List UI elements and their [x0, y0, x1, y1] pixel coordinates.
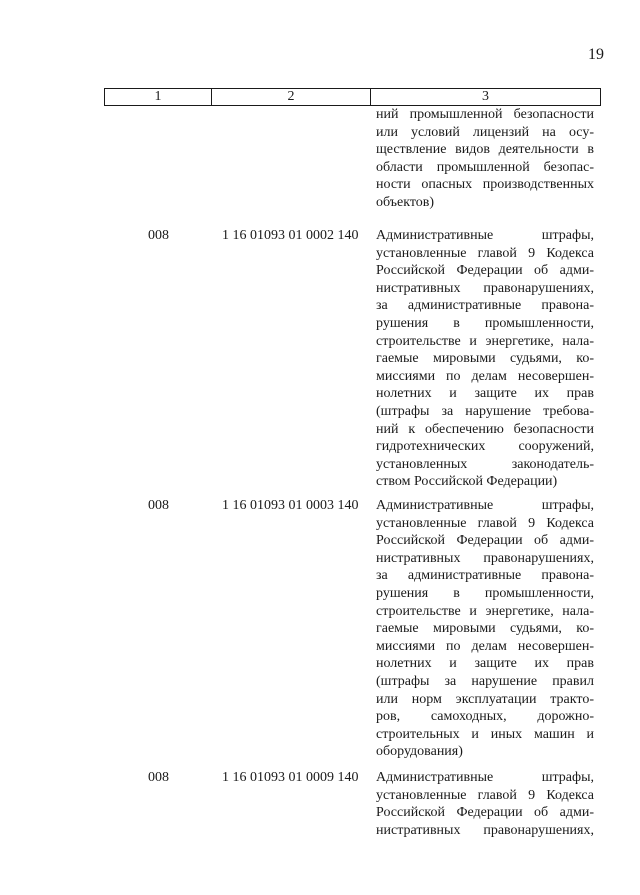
description-line: объектов) [376, 194, 435, 210]
description-line: рушения в промышленности, [376, 315, 594, 331]
row-description [376, 769, 594, 839]
description-line: ний промышленной безопасности [376, 107, 594, 122]
description-line: гаемые мировыми судьями, ко- [376, 621, 594, 637]
description-line: за административные правона- [376, 568, 594, 584]
description-line: строительстве и энергетике, нала- [376, 333, 594, 349]
description-line: нистративных правонарушениях, [376, 550, 594, 566]
description-line: установленных законодатель- [376, 456, 594, 472]
kbk-code: 1 16 01093 01 0002 140 [222, 228, 359, 243]
description-line: гаемые мировыми судьями, ко- [376, 351, 594, 367]
description-line: Российской Федерации об адми- [376, 805, 594, 821]
description-line: Административные штрафы, [376, 228, 594, 243]
row-description [376, 497, 594, 761]
description-line: установленные главой 9 Кодекса [376, 515, 594, 531]
description-line: Российской Федерации об адми- [376, 263, 594, 279]
description-line: миссиями по делам несовершен- [376, 638, 594, 654]
description-line: за административные правона- [376, 298, 594, 314]
header-column-1: 1 [105, 89, 212, 105]
description-line: ров, самоходных, дорожно- [376, 709, 594, 725]
description-line: гидротехнических сооружений, [376, 439, 594, 455]
description-line: Административные штрафы, [376, 770, 594, 785]
kbk-code: 1 16 01093 01 0003 140 [222, 498, 359, 513]
description-line: или условий лицензий на осу- [376, 124, 594, 140]
admin-code: 008 [148, 770, 169, 785]
description-line: нистративных правонарушениях, [376, 280, 594, 296]
description-line: или норм эксплуатации тракто- [376, 691, 594, 707]
description-line: области промышленной безопас- [376, 159, 594, 175]
description-line: нистративных правонарушениях, [376, 822, 594, 838]
description-line: оборудования) [376, 744, 463, 760]
description-line: строительстве и энергетике, нала- [376, 603, 594, 619]
description-line: ний к обеспечению безопасности [376, 421, 594, 437]
admin-code: 008 [148, 498, 169, 513]
description-line: нолетних и защите их прав [376, 656, 594, 672]
header-column-2: 2 [212, 89, 371, 105]
table-header [104, 88, 601, 106]
description-line: строительных и иных машин и [376, 726, 594, 742]
description-line: ности опасных производственных [376, 177, 594, 193]
description-line: Административные штрафы, [376, 498, 594, 513]
description-line: нолетних и защите их прав [376, 386, 594, 402]
description-line: рушения в промышленности, [376, 585, 594, 601]
description-line: ществление видов деятельности в [376, 142, 594, 158]
description-line: миссиями по делам несовершен- [376, 368, 594, 384]
description-line: Российской Федерации об адми- [376, 533, 594, 549]
kbk-code: 1 16 01093 01 0009 140 [222, 770, 359, 785]
description-line: (штрафы за нарушение требова- [376, 403, 594, 419]
description-line: установленные главой 9 Кодекса [376, 787, 594, 803]
admin-code: 008 [148, 228, 169, 243]
description-line: ством Российской Федерации) [376, 474, 558, 490]
header-column-3: 3 [482, 89, 489, 104]
page-number: 19 [588, 46, 604, 63]
row-description [376, 227, 594, 491]
description-line: (штрафы за нарушение правил [376, 673, 594, 689]
description-line: установленные главой 9 Кодекса [376, 245, 594, 261]
continued-description [376, 106, 594, 212]
